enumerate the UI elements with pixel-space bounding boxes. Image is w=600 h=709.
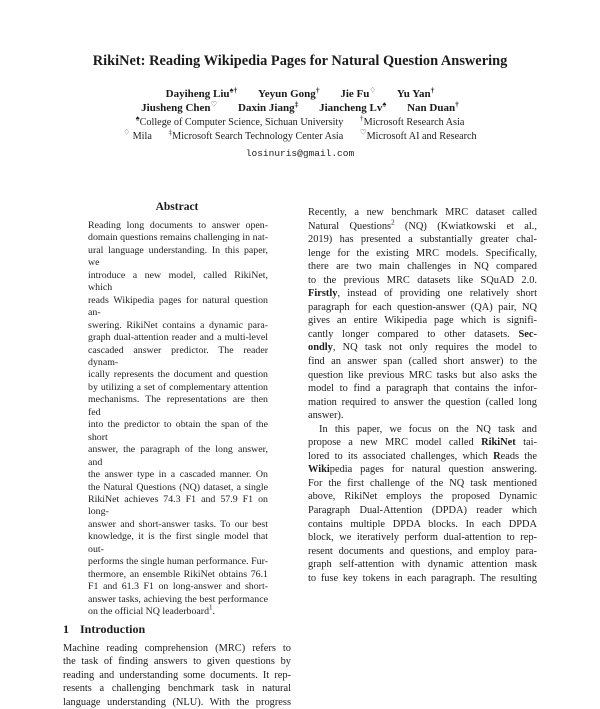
affiliation-text: Microsoft Research Asia: [364, 117, 465, 128]
section-number: 1: [63, 622, 69, 637]
affiliation: [136, 116, 344, 130]
text-line: there are two main challenges in NQ compared: [308, 260, 537, 274]
text-line: Natural Questions$^2$ (NQ) (Kwiatkowski et al.,: [308, 220, 537, 234]
author: [166, 87, 238, 101]
author-mark: ‡: [295, 99, 299, 108]
text-line: Machine reading comprehension (MRC) refers to: [63, 642, 291, 656]
author: [238, 101, 298, 115]
affiliation-text: College of Computer Science, Sichuan University: [140, 117, 344, 128]
text-line: F1 and 61.3 F1 on long-answer and short-: [88, 581, 268, 593]
author-name: Yu Yan: [397, 88, 431, 100]
section-heading-introduction: [63, 622, 291, 637]
author-name: Yeyun Gong: [258, 88, 316, 100]
affiliation: [123, 130, 152, 144]
author: [397, 87, 435, 101]
affiliation-mark: ♢: [123, 128, 130, 137]
text-line: lenge for the existing MRC models. Specifically,: [308, 247, 537, 261]
affiliation: [168, 130, 343, 144]
text-line: reads Wikipedia pages for natural question an-: [88, 295, 268, 320]
text-line: to the previous MRC datasets like SQuAD 2.0.: [308, 274, 537, 288]
affiliation-text: Mila: [130, 131, 152, 142]
author-block: [63, 87, 537, 115]
affiliation-block: [63, 116, 537, 144]
text-line: Recently, a new benchmark MRC dataset called: [308, 206, 537, 220]
author-mark: †: [431, 85, 435, 94]
section-title: Introduction: [80, 622, 145, 636]
author-row: [63, 101, 537, 115]
author: [141, 101, 217, 115]
text-line: knowledge, it is the first single model that out-: [88, 531, 268, 556]
text-line: propose a new MRC model called RikiNet tai-: [308, 436, 537, 450]
text-line: model to find a paragraph that contains the infor-: [308, 382, 537, 396]
text-line: graph self-attention with dynamic attention mask: [308, 558, 537, 572]
affiliation: [360, 130, 477, 144]
text-line: the Natural Questions (NQ) dataset, a single: [88, 482, 268, 494]
affiliation-mark: ‡: [168, 128, 172, 137]
text-line: gives an entire Wikipedia page which is signifi-: [308, 314, 537, 328]
text-line: the answer type in a cascaded manner. On: [88, 469, 268, 481]
author-name: Daxin Jiang: [238, 102, 295, 114]
two-column-body: [63, 200, 537, 709]
author-name: Jie Fu: [340, 88, 369, 100]
author-mark: ♠: [382, 99, 386, 108]
text-line: Firstly, instead of providing one relatively short: [308, 287, 537, 301]
affiliation-mark: ♡: [360, 128, 367, 137]
text-line: above, RikiNet employs the proposed Dynamic: [308, 490, 537, 504]
text-line: Paragraph Dual-Attention (DPDA) reader which: [308, 504, 537, 518]
text-line: answer and short-answer tasks. To our best: [88, 519, 268, 531]
text-line: introduce a new model, called RikiNet, which: [88, 270, 268, 295]
author-name: Dayiheng Liu: [166, 88, 230, 100]
text-line: Reading long documents to answer open-: [88, 220, 268, 232]
text-line: graph dual-attention reader and a multi-level: [88, 332, 268, 344]
author-row: [63, 87, 537, 101]
affiliation: [360, 116, 464, 130]
text-line: lored to its associated challenges, which Reads the: [308, 450, 537, 464]
text-line: answer, the paragraph of the long answer, and: [88, 444, 268, 469]
author-name: Jiancheng Lv: [319, 102, 382, 114]
author-mark: †: [455, 99, 459, 108]
page-title: RikiNet: Reading Wikipedia Pages for Natural Question Answering: [63, 52, 537, 70]
affiliation-text: Microsoft Search Technology Center Asia: [172, 131, 343, 142]
author-name: Nan Duan: [407, 102, 455, 114]
text-line: into the predictor to obtain the span of the short: [88, 419, 268, 444]
text-line: find an answer span (called short answer) to the: [308, 355, 537, 369]
text-line: language understanding (NLU). With the progress: [63, 696, 291, 709]
text-line: question like previous MRC tasks but also asks the: [308, 369, 537, 383]
author-mark: †: [316, 85, 320, 94]
body-paragraph: [308, 423, 537, 586]
text-line: ural language understanding. In this paper, we: [88, 245, 268, 270]
author-mark: ♢: [369, 85, 376, 94]
text-line: by utilizing a set of complementary attention: [88, 382, 268, 394]
text-line: the task of finding answers to given questions by: [63, 655, 291, 669]
right-column: [308, 200, 537, 585]
abstract-paragraph: [63, 220, 291, 619]
text-line: In this paper, we focus on the NQ task and: [308, 423, 537, 437]
introduction-paragraph: [63, 642, 291, 709]
affiliation-text: Microsoft AI and Research: [367, 131, 477, 142]
text-line: block, we iteratively perform dual-attention to rep-: [308, 531, 537, 545]
text-line: performs the single human performance. Fur-: [88, 556, 268, 568]
affiliation-row: [63, 130, 537, 144]
author: [319, 101, 386, 115]
text-line: Wikipedia pages for natural question answering.: [308, 463, 537, 477]
body-paragraph: [308, 206, 537, 423]
text-line: answer).: [308, 409, 537, 423]
text-line: contains multiple DPDA blocks. In each DPDA: [308, 518, 537, 532]
text-line: on the official NQ leaderboard$^1$.: [88, 606, 268, 618]
text-line: RikiNet achieves 74.3 F1 and 57.9 F1 on long-: [88, 494, 268, 519]
author-mark: ♡: [211, 99, 218, 108]
author: [407, 101, 459, 115]
abstract-heading: Abstract: [63, 200, 291, 214]
affiliation-mark: †: [360, 114, 364, 123]
affiliation-mark: ♠: [136, 114, 140, 123]
author: [258, 87, 320, 101]
author-mark: ♠†: [230, 85, 238, 94]
text-line: ondly, NQ task not only requires the model to: [308, 341, 537, 355]
author-name: Jiusheng Chen: [141, 102, 210, 114]
text-line: ically represents the document and question: [88, 369, 268, 381]
text-line: domain questions remains challenging in nat-: [88, 232, 268, 244]
text-line: resents a challenging benchmark task in natural: [63, 682, 291, 696]
text-line: 2019) has presented a substantially greater chal-: [308, 233, 537, 247]
text-line: paragraph for each question-answer (QA) pair, NQ: [308, 301, 537, 315]
text-line: resent documents and questions, and employ para-: [308, 545, 537, 559]
text-line: cascaded answer predictor. The reader dynam-: [88, 345, 268, 370]
text-line: For the first challenge of the NQ task mentioned: [308, 477, 537, 491]
text-line: answer tasks, achieving the best performance: [88, 594, 268, 606]
author: [340, 87, 376, 101]
text-line: mation required to answer the question (called long: [308, 396, 537, 410]
text-line: cantly longer compared to other datasets. Sec-: [308, 328, 537, 342]
left-column: [63, 200, 291, 709]
text-line: reading and understanding some documents. It rep-: [63, 669, 291, 683]
affiliation-row: [63, 116, 537, 130]
text-line: thermore, an ensemble RikiNet obtains 76.1: [88, 569, 268, 581]
text-line: mechanisms. The representations are then fed: [88, 394, 268, 419]
contact-email: losinuris@gmail.com: [63, 147, 537, 160]
text-line: swering. RikiNet contains a dynamic para-: [88, 320, 268, 332]
text-line: to fuse key tokens in each paragraph. The resulting: [308, 572, 537, 586]
